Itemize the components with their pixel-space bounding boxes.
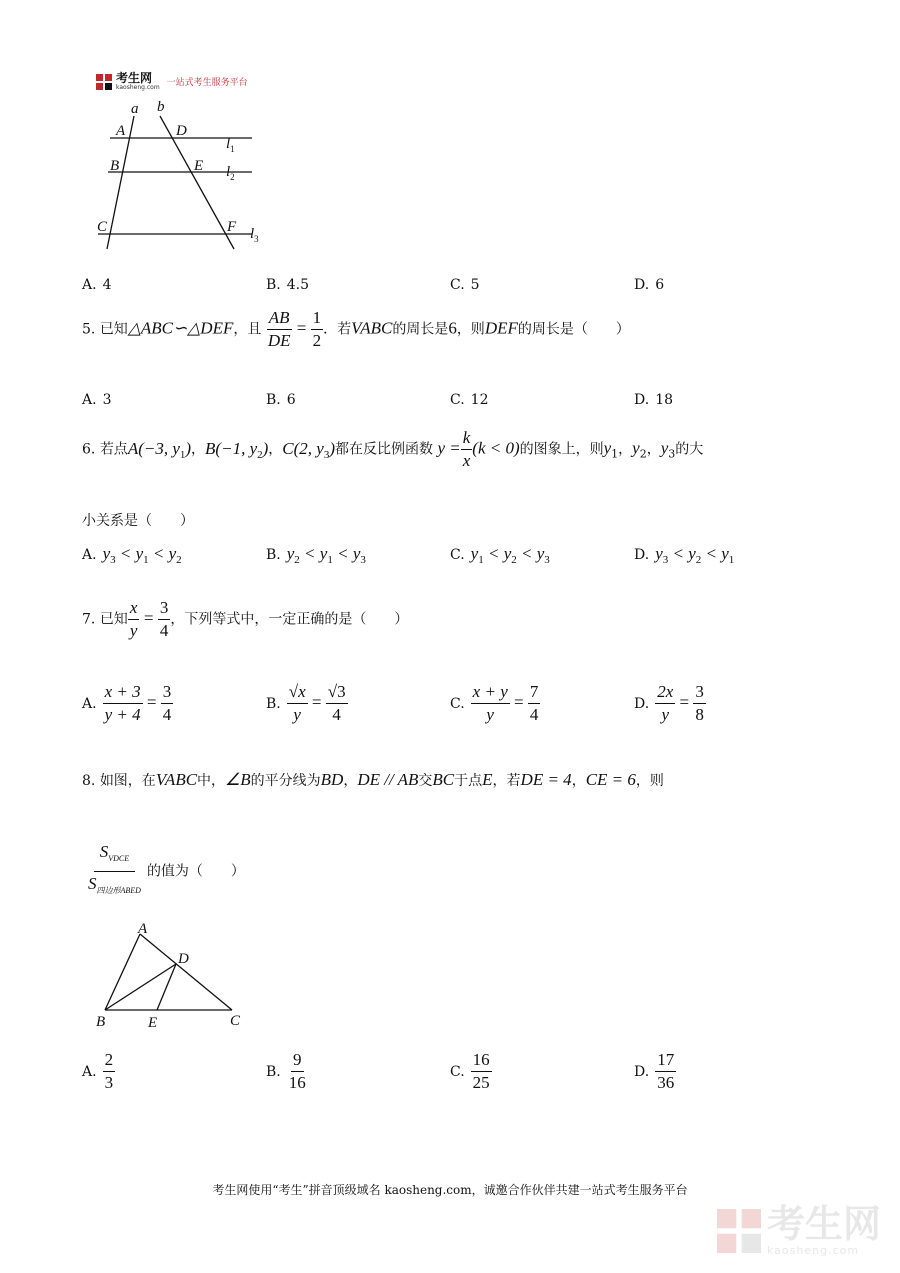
question-6: 6. 若点A(−3, $y_1$)，B(−1, $y_2$)，C(2, $y_3$)都在反比例函数 y = $\frac{k}{x}$ (k < 0)的图象上，则$y_1$，$y_2$，$y_3$的大 [82, 428, 704, 470]
label-l2: $l_2$ [226, 164, 235, 182]
label-b: b [157, 99, 165, 115]
q6-option-d: D. $y_3 < y_2 < y_1$ [634, 544, 735, 566]
q5-option-a: A. 3 [82, 392, 112, 408]
line-b [160, 116, 234, 249]
header-logo [96, 72, 248, 91]
question-6-line2: 小关系是（ ） [82, 513, 194, 529]
label-l3: $l_3$ [250, 226, 259, 244]
point-b: B(−1, $y_2$) [205, 438, 269, 461]
q6-option-a: A. $y_3 < y_1 < y_2$ [82, 544, 182, 566]
q5-option-c: C. 12 [450, 392, 489, 408]
q7-frac-3-4: $\frac{3}{4}$ [159, 598, 169, 640]
question-5: 5. 已知△ABC∽△DEF，且 $\frac{AB}{DE}$ = $\frac{1}{2}$ ．若VABC的周长是6，则DEF的周长是（ ） [82, 308, 630, 350]
label-a: a [131, 101, 139, 117]
figure-triangle [90, 916, 250, 1036]
q8-option-a: A. $\frac{2}{3}$ [82, 1050, 114, 1092]
q4-option-c: C. 5 [450, 277, 480, 293]
label-E: E [148, 1015, 158, 1031]
q8-area-ratio: $\frac{S_{VDCE}}{S_{四边形ABED}}$ [88, 842, 141, 895]
point-a: A(−3, $y_1$) [127, 438, 192, 461]
q8-option-d: D. $\frac{17}{36}$ [634, 1050, 675, 1092]
question-8-ratio: $\frac{S_{VDCE}}{S_{四边形ABED}}$ 的值为（ ） [82, 842, 245, 901]
watermark-logo-icon [717, 1209, 761, 1253]
q7-option-d: D. $\frac{2x}{y}$ = $\frac{3}{8}$ [634, 682, 704, 724]
logo-name: 考生网 [116, 71, 153, 85]
q6-option-b: B. $y_2 < y_1 < y_3$ [266, 544, 366, 566]
label-D: D [178, 951, 189, 967]
q6-option-c: C. $y_1 < y_2 < y_3$ [450, 544, 550, 566]
q8-option-c: C. $\frac{16}{25}$ [450, 1050, 490, 1092]
q5-option-d: D. 18 [634, 392, 674, 408]
q5-option-b: B. 6 [266, 392, 296, 408]
q5-frac-half: $\frac{1}{2}$ [312, 308, 322, 350]
label-C: C [97, 219, 108, 235]
label-l1: $l_1$ [226, 136, 235, 154]
watermark [717, 1204, 881, 1257]
watermark-name: 考生网 [767, 1202, 882, 1246]
question-8: 8. 如图，在VABC中，∠B的平分线为BD，DE // AB交BC于点E，若DE = 4，CE = 6，则 [82, 770, 664, 789]
label-E: E [194, 158, 204, 174]
q7-option-c: C. $\frac{x + y}{y}$ = $\frac{7}{4}$ [450, 682, 539, 724]
q7-option-b: B. $\frac{√x}{y}$ = $\frac{√3}{4}$ [266, 682, 346, 724]
q4-option-b: B. 4.5 [266, 277, 310, 293]
label-A: A [138, 921, 148, 937]
watermark-text [767, 1204, 881, 1257]
watermark-url: kaosheng.com [767, 1244, 860, 1257]
footer-text: 考生网使用“考生”拼音顶级域名 kaosheng.com，诚邀合作伙伴共建一站式考生服务平台 [212, 1183, 688, 1197]
q4-option-a: A. 4 [82, 277, 112, 293]
label-B: B [110, 158, 120, 174]
logo-slogan: 一站式考生服务平台 [166, 78, 248, 88]
label-F: F [227, 219, 237, 235]
label-C: C [230, 1013, 241, 1029]
q5-frac-ab-de: $\frac{AB}{DE}$ [267, 308, 291, 350]
q6-frac-k-x: $\frac{k}{x}$ [462, 428, 471, 470]
q7-option-a: A. $\frac{x + 3}{y + 4}$ = $\frac{3}{4}$ [82, 682, 172, 724]
logo-url: kaosheng.com [116, 84, 160, 91]
logo-text [116, 72, 160, 91]
label-B: B [96, 1014, 106, 1030]
logo-mark-icon [96, 74, 112, 90]
question-7: 7. 已知 $\frac{x}{y}$ = $\frac{3}{4}$ ，下列等式中，一定正确的是（ ） [82, 598, 409, 640]
q8-option-b: B. $\frac{9}{16}$ [266, 1050, 306, 1092]
q7-frac-x-y: $\frac{x}{y}$ [129, 598, 138, 640]
label-D: D [176, 123, 187, 139]
q4-option-d: D. 6 [634, 277, 665, 293]
segment-AC [140, 934, 232, 1010]
point-c: C(2, $y_3$) [282, 438, 335, 461]
label-A: A [116, 123, 126, 139]
figure-parallel-lines [90, 96, 280, 256]
